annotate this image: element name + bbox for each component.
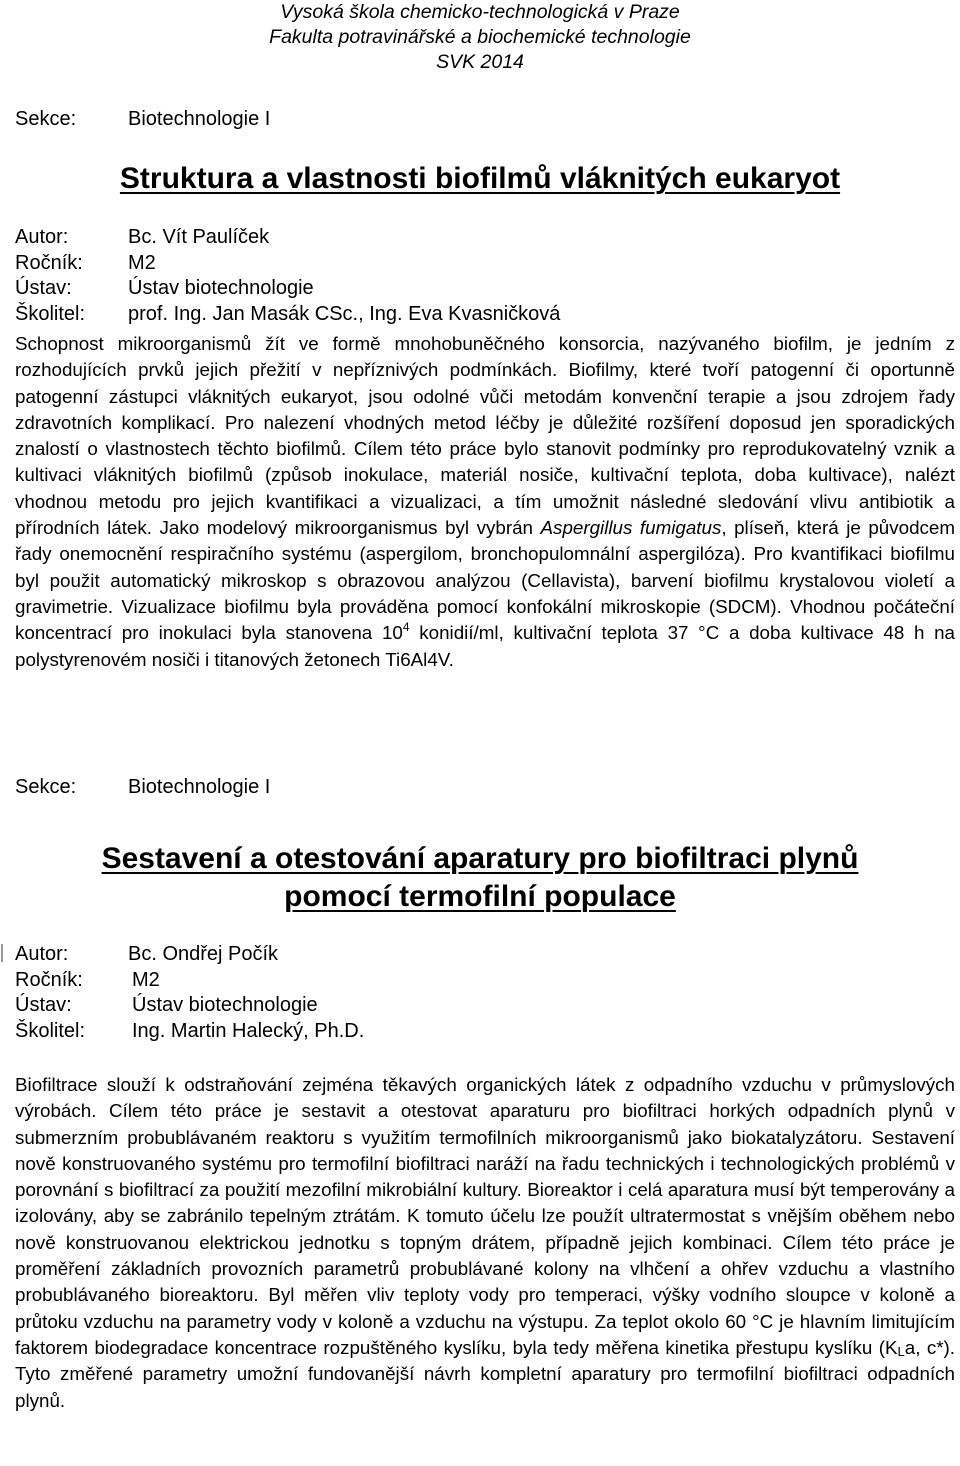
supervisor-value: prof. Ing. Jan Masák CSc., Ing. Eva Kvasničková	[128, 303, 561, 326]
entry2-meta	[15, 942, 364, 1045]
supervisor-row	[15, 1019, 364, 1045]
abstract-text-c: konidií/ml, kultivační teplota 37 °C a doba kultivace 48 h na polystyrenovém nosiči i titanových žetonech Ti6Al4V.	[15, 622, 956, 670]
entry2-title-line1: Sestavení a otestování aparatury pro biofiltraci plynů	[101, 842, 859, 875]
entry2-section	[15, 775, 270, 799]
institute-value: Ústav biotechnologie	[132, 994, 318, 1017]
institute-label: Ústav:	[15, 277, 72, 300]
year-row	[15, 968, 364, 994]
entry2-title-line2: pomocí termofilní populace	[284, 880, 676, 913]
supervisor-value: Ing. Martin Halecký, Ph.D.	[132, 1020, 365, 1043]
abstract-text-b: a, c*). Tyto změřené parametry umožní fundovanější návrh kompletní aparatury pro termofilní biofiltraci odpadních plynů.	[15, 1336, 955, 1411]
entry2-title	[0, 840, 960, 916]
abstract-text-a: Schopnost mikroorganismů žít ve formě mnohobuněčného konsorcia, nazývaného biofilm, je jedním z rozhodujících prvků jejich přežití v nepříznivých podmínkách. Biofilmy, které tvoří patogenní či oportunně patogenní zástupci vláknitých eukaryot, jsou odolné vůči metodám konvenční terapie a jsou zdrojem řady zdravotních komplikací. Pro nalezení vhodných metod léčby je důležité rozšíření doposud jen sporadických znalostí o vlastnostech těchto biofilmů. Cílem této práce bylo stanovit podmínky pro reprodukovatelný vznik a kultivaci vláknitých biofilmů (způsob inokulace, materiál nosiče, kultivační teplota, doba kultivace), nalézt vhodnou metodu pro jejich kvantifikaci a vizualizaci, a tím umožnit následné sledování vlivu antibiotik a přírodních látek. Jako modelový mikroorganismus byl vybrán	[15, 333, 955, 539]
abstract-organism: Aspergillus fumigatus	[540, 517, 722, 539]
institute-label: Ústav:	[15, 994, 72, 1017]
entry1-abstract	[15, 331, 955, 673]
margin-change-bar	[1, 944, 3, 962]
institute-row	[15, 993, 364, 1019]
section-value: Biotechnologie I	[128, 776, 271, 798]
header-university: Vysoká škola chemicko-technologická v Praze	[280, 1, 680, 23]
author-row	[15, 942, 364, 968]
header-faculty: Fakulta potravinářské a biochemické technologie	[269, 26, 691, 48]
header-conference: SVK 2014	[436, 51, 524, 73]
supervisor-row	[15, 302, 560, 328]
author-value: Bc. Vít Paulíček	[128, 226, 270, 248]
year-label: Ročník:	[15, 968, 83, 991]
year-value: M2	[132, 968, 160, 991]
section-label: Sekce:	[15, 776, 77, 798]
year-value: M2	[128, 251, 156, 274]
section-value: Biotechnologie I	[128, 108, 271, 130]
institute-row	[15, 276, 560, 302]
institute-value: Ústav biotechnologie	[128, 277, 314, 300]
author-value: Bc. Ondřej Počík	[128, 943, 279, 965]
abstract-subscript: L	[897, 1343, 905, 1359]
entry2-abstract	[15, 1072, 955, 1414]
section-label: Sekce:	[15, 108, 77, 130]
abstract-text-a: Biofiltrace slouží k odstraňování zejména těkavých organických látek z odpadního vzduchu v průmyslových výrobách. Cílem této práce je sestavit a otestovat aparaturu pro biofiltraci horkých odpadních plynů v submerzním probublávaném reaktoru s využitím termofilních mikroorganismů jako biokatalyzátoru. Sestavení nově konstruovaného systému pro termofilní biofiltraci naráží na řadu technických i technologických problémů v porovnání s biofiltrací za použití mezofilní mikrobiální kultury. Bioreaktor i celá aparatura musí být temperovány a izolovány, aby se zabránilo tepelným ztrátám. K tomuto účelu lze použít ultratermostat s vnějším oběhem nebo nově konstruovanou elektrickou jednotku s topným drátem, případně jejich kombinaci. Cílem této práce je proměření základních provozních parametrů probublávané kolony na vlhčení a ohřev vzduchu a vlastního probublávaného bioreaktoru. Byl měřen vliv teploty vody pro temperaci, výšky vodního sloupce v koloně a průtoku vzduchu na parametry vody v koloně a vzduchu na výstupu. Za teplot okolo 60 °C je hlavním limitujícím faktorem biodegradace koncentrace rozpuštěného kyslíku, byla tedy měřena kinetika přestupu kyslíku (K	[15, 1074, 955, 1358]
entry1-title: Struktura a vlastnosti biofilmů vláknitých eukaryot	[119, 162, 841, 195]
conference-header	[0, 0, 960, 75]
supervisor-label: Školitel:	[15, 1020, 86, 1043]
year-label: Ročník:	[15, 251, 83, 274]
entry1-meta	[15, 225, 560, 328]
abstract-exponent: 4	[402, 620, 410, 635]
author-row	[15, 225, 560, 251]
author-label: Autor:	[15, 226, 69, 248]
supervisor-label: Školitel:	[15, 303, 86, 326]
abstract-text-b: , plíseň, která je původcem řady onemocnění respiračního systému (aspergilom, bronchopulomnální aspergilóza). Pro kvantifikaci biofilmu byl použit automatický mikroskop s obrazovou analýzou (Cellavista), barvení biofilmu krystalovou violetí a gravimetrie. Vizualizace biofilmu byla prováděna pomocí konfokální mikroskopie (SDCM). Vhodnou počáteční koncentrací pro inokulaci byla stanovena 10	[15, 517, 956, 644]
year-row	[15, 251, 560, 277]
author-label: Autor:	[15, 943, 69, 965]
entry1-section	[15, 107, 270, 131]
